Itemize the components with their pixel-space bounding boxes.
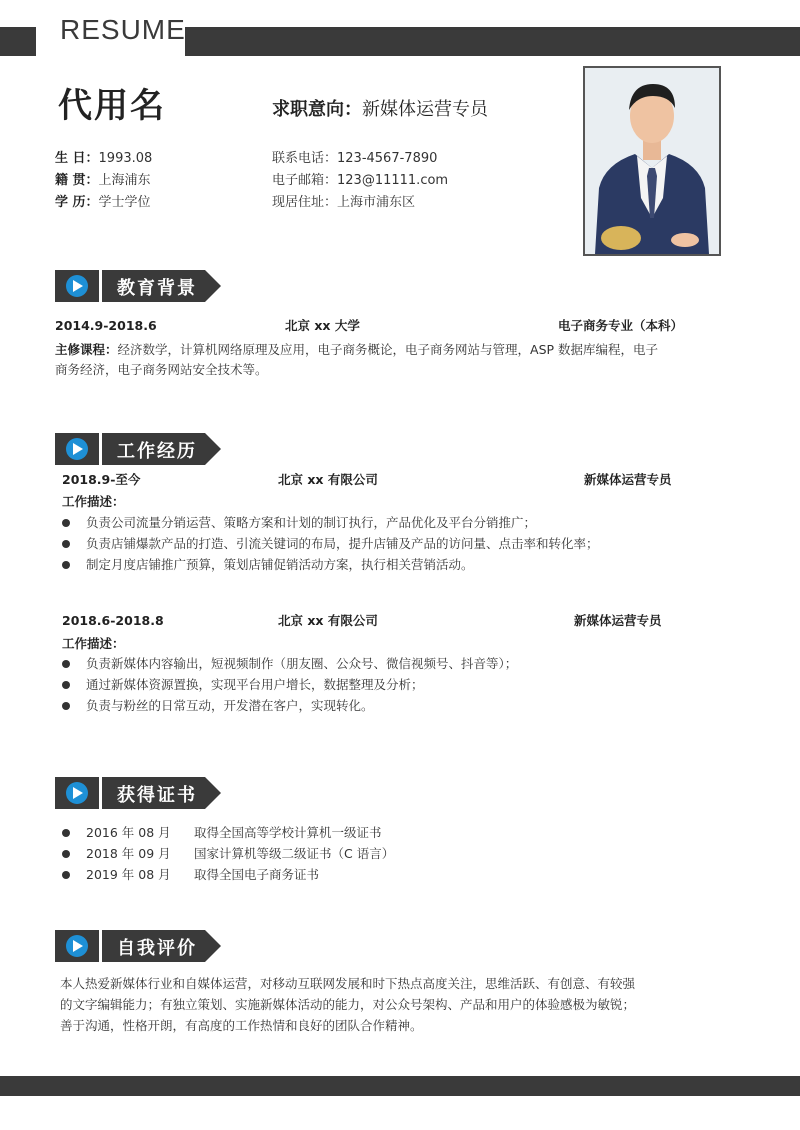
education-title: 教育背景: [117, 278, 197, 299]
hometown-value: 上海浦东: [98, 173, 151, 188]
list-item: 制定月度店铺推广预算，策划店铺促销活动方案，执行相关营销活动。: [58, 554, 778, 575]
self-eval-line-3: 善于沟通，性格开朗，有高度的工作热情和良好的团队合作精神。: [60, 1018, 423, 1033]
courses-line-2: 商务经济，电子商务网站安全技术等。: [55, 362, 268, 377]
address-value: 上海市浦东区: [337, 195, 416, 210]
job-1-company: 北京 xx 有限公司: [278, 472, 378, 487]
cert-name: 取得全国高等学校计算机一级证书: [194, 825, 382, 840]
address-row: [272, 191, 415, 210]
birth-label: 生 日：: [55, 151, 99, 166]
job-1-duties: [58, 512, 778, 575]
job-2-period: 2018.6-2018.8: [62, 613, 164, 628]
birth-row: [55, 147, 152, 166]
resume-heading: RESUME: [60, 14, 186, 45]
footer-bar: [0, 1076, 800, 1096]
address-label: 现居住址：: [272, 195, 338, 210]
header-bar-left: [0, 27, 36, 56]
section-header-certificates: [55, 777, 225, 809]
certificates-title: 获得证书: [117, 785, 197, 806]
person-silhouette-icon: [585, 68, 719, 254]
section-header-work: [55, 433, 225, 465]
list-item: [58, 843, 558, 864]
hometown-label: 籍 贯：: [55, 173, 99, 188]
job-2-duties: [58, 653, 778, 716]
edu-courses: [55, 340, 765, 380]
section-header-self-evaluation: [55, 930, 225, 962]
self-eval-title: 自我评价: [117, 938, 197, 959]
job-2-company: 北京 xx 有限公司: [278, 613, 378, 628]
list-item: 负责与粉丝的日常互动，开发潜在客户，实现转化。: [58, 695, 778, 716]
email-row: [272, 169, 448, 188]
job-1-position: 新媒体运营专员: [584, 472, 672, 487]
phone-value: 123-4567-7890: [337, 151, 438, 166]
self-eval-line-1: 本人热爱新媒体行业和自媒体运营，对移动互联网发展和时下热点高度关注，思维活跃、有创意、有较强: [60, 976, 636, 991]
job-1-desc-label: 工作描述：: [62, 494, 125, 509]
degree-value: 学士学位: [98, 195, 151, 210]
objective-label: 求职意向：: [272, 99, 362, 120]
job-objective: [272, 95, 488, 121]
certificate-list: [58, 822, 558, 885]
profile-photo: [583, 66, 721, 256]
cert-date: 2018 年 09 月: [86, 846, 171, 861]
section-header-education: [55, 270, 225, 302]
email-label: 电子邮箱：: [272, 173, 338, 188]
job-2-desc-label: 工作描述：: [62, 636, 125, 651]
phone-label: 联系电话：: [272, 151, 338, 166]
edu-major: 电子商务专业（本科）: [558, 318, 684, 333]
edu-school: 北京 xx 大学: [285, 318, 360, 333]
birth-value: 1993.08: [98, 151, 153, 166]
degree-row: [55, 191, 151, 210]
list-item: [58, 822, 558, 843]
list-item: [58, 864, 558, 885]
cert-date: 2016 年 08 月: [86, 825, 171, 840]
courses-label: 主修课程：: [55, 342, 118, 357]
cert-name: 国家计算机等级二级证书（C 语言）: [194, 846, 395, 861]
objective-value: 新媒体运营专员: [362, 99, 488, 120]
cert-date: 2019 年 08 月: [86, 867, 171, 882]
hometown-row: [55, 169, 151, 188]
list-item: 负责店铺爆款产品的打造、引流关键词的布局，提升店铺及产品的访问量、点击率和转化率；: [58, 533, 778, 554]
job-2-position: 新媒体运营专员: [574, 613, 662, 628]
degree-label: 学 历：: [55, 195, 99, 210]
list-item: 负责公司流量分销运营、策略方案和计划的制订执行，产品优化及平台分销推广；: [58, 512, 778, 533]
self-eval-line-2: 的文字编辑能力；有独立策划、实施新媒体活动的能力，对公众号架构、产品和用户的体验感极为敏锐；: [60, 997, 636, 1012]
list-item: 通过新媒体资源置换，实现平台用户增长，数据整理及分析；: [58, 674, 778, 695]
courses-line-1: 经济数学，计算机网络原理及应用，电子商务概论，电子商务网站与管理，ASP 数据库编程，电子: [117, 342, 659, 357]
job-1-period: 2018.9-至今: [62, 472, 141, 487]
candidate-name: 代用名: [58, 86, 166, 126]
cert-name: 取得全国电子商务证书: [194, 867, 320, 882]
work-title: 工作经历: [117, 441, 197, 462]
header-bar-right: [185, 27, 800, 56]
list-item: 负责新媒体内容输出，短视频制作（朋友圈、公众号、微信视频号、抖音等）；: [58, 653, 778, 674]
phone-row: [272, 147, 437, 166]
self-eval-text: [60, 973, 780, 1036]
edu-period: 2014.9-2018.6: [55, 318, 157, 333]
email-value: 123@11111.com: [337, 173, 449, 188]
